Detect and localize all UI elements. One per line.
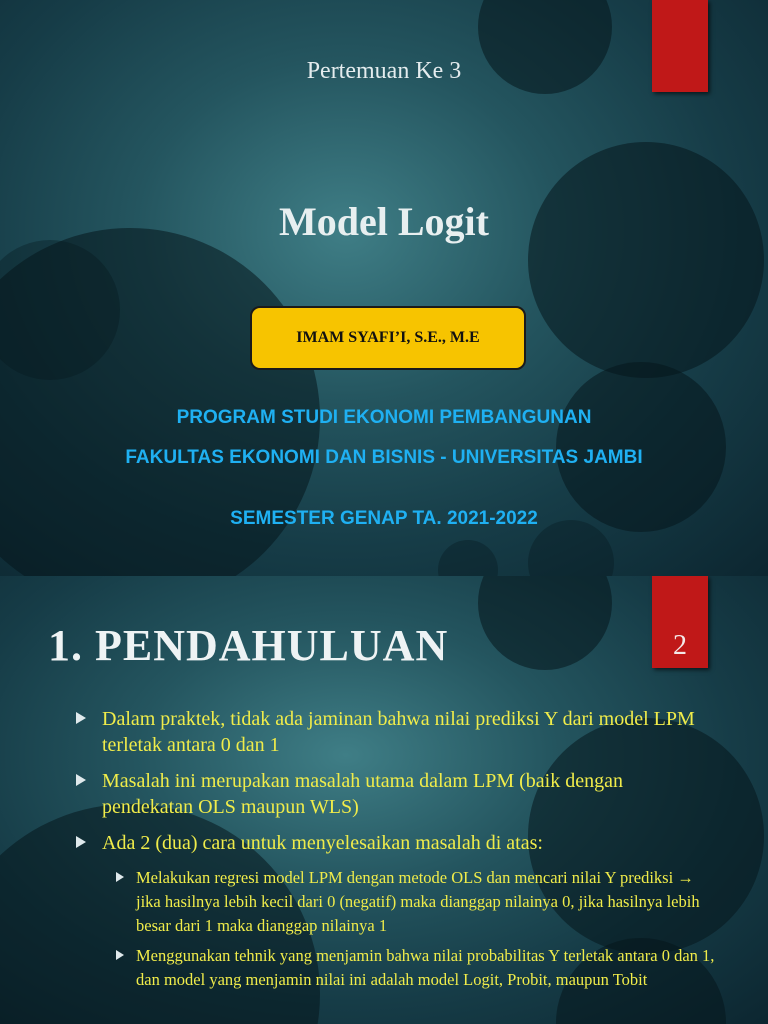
bullet-arrow-icon	[76, 774, 86, 786]
program-text: PROGRAM STUDI EKONOMI PEMBANGUNAN	[176, 407, 592, 428]
sub-bullet-item: Melakukan regresi model LPM dengan metode OLS dan mencari nilai Y prediksi → jika hasilnya lebih kecil dari 0 (negatif) maka dianggap nilainya 0, jika hasilnya lebih besar dari 1 maka dianggap nilainya 1	[136, 868, 700, 935]
bullet-item: Ada 2 (dua) cara untuk menyelesaikan masalah di atas:	[102, 832, 543, 854]
bullet-arrow-icon	[76, 836, 86, 848]
bullet-arrow-icon	[76, 712, 86, 724]
author-box	[250, 306, 526, 370]
faculty-text: FAKULTAS EKONOMI DAN BISNIS - UNIVERSITAS JAMBI	[125, 447, 643, 468]
author-name: IMAM SYAFI’I, S.E., M.E	[296, 329, 480, 346]
slide-title-text: Model Logit	[279, 199, 489, 244]
meeting-label: Pertemuan Ke 3	[306, 58, 462, 84]
bullet-item: Dalam praktek, tidak ada jaminan bahwa nilai prediksi Y dari model LPM terletak antara 0 dan 1	[102, 708, 695, 756]
section-title: 1. PENDAHULUAN	[48, 621, 449, 670]
bullet-item: Masalah ini merupakan masalah utama dalam LPM (baik dengan pendekatan OLS maupun WLS)	[102, 770, 623, 818]
page-number: 2	[673, 630, 687, 661]
sub-bullet-item: Menggunakan tehnik yang menjamin bahwa nilai probabilitas Y terletak antara 0 dan 1, dan model yang menjamin nilai ini adalah model Logit, Probit, maupun Tobit	[136, 946, 715, 989]
decor-circle	[478, 576, 612, 670]
sub-bullet-arrow-icon	[116, 872, 124, 882]
sub-bullet-arrow-icon	[116, 950, 124, 960]
decor-circle	[438, 540, 498, 576]
decor-circle	[528, 142, 764, 378]
semester-text: SEMESTER GENAP TA. 2021-2022	[230, 508, 538, 529]
